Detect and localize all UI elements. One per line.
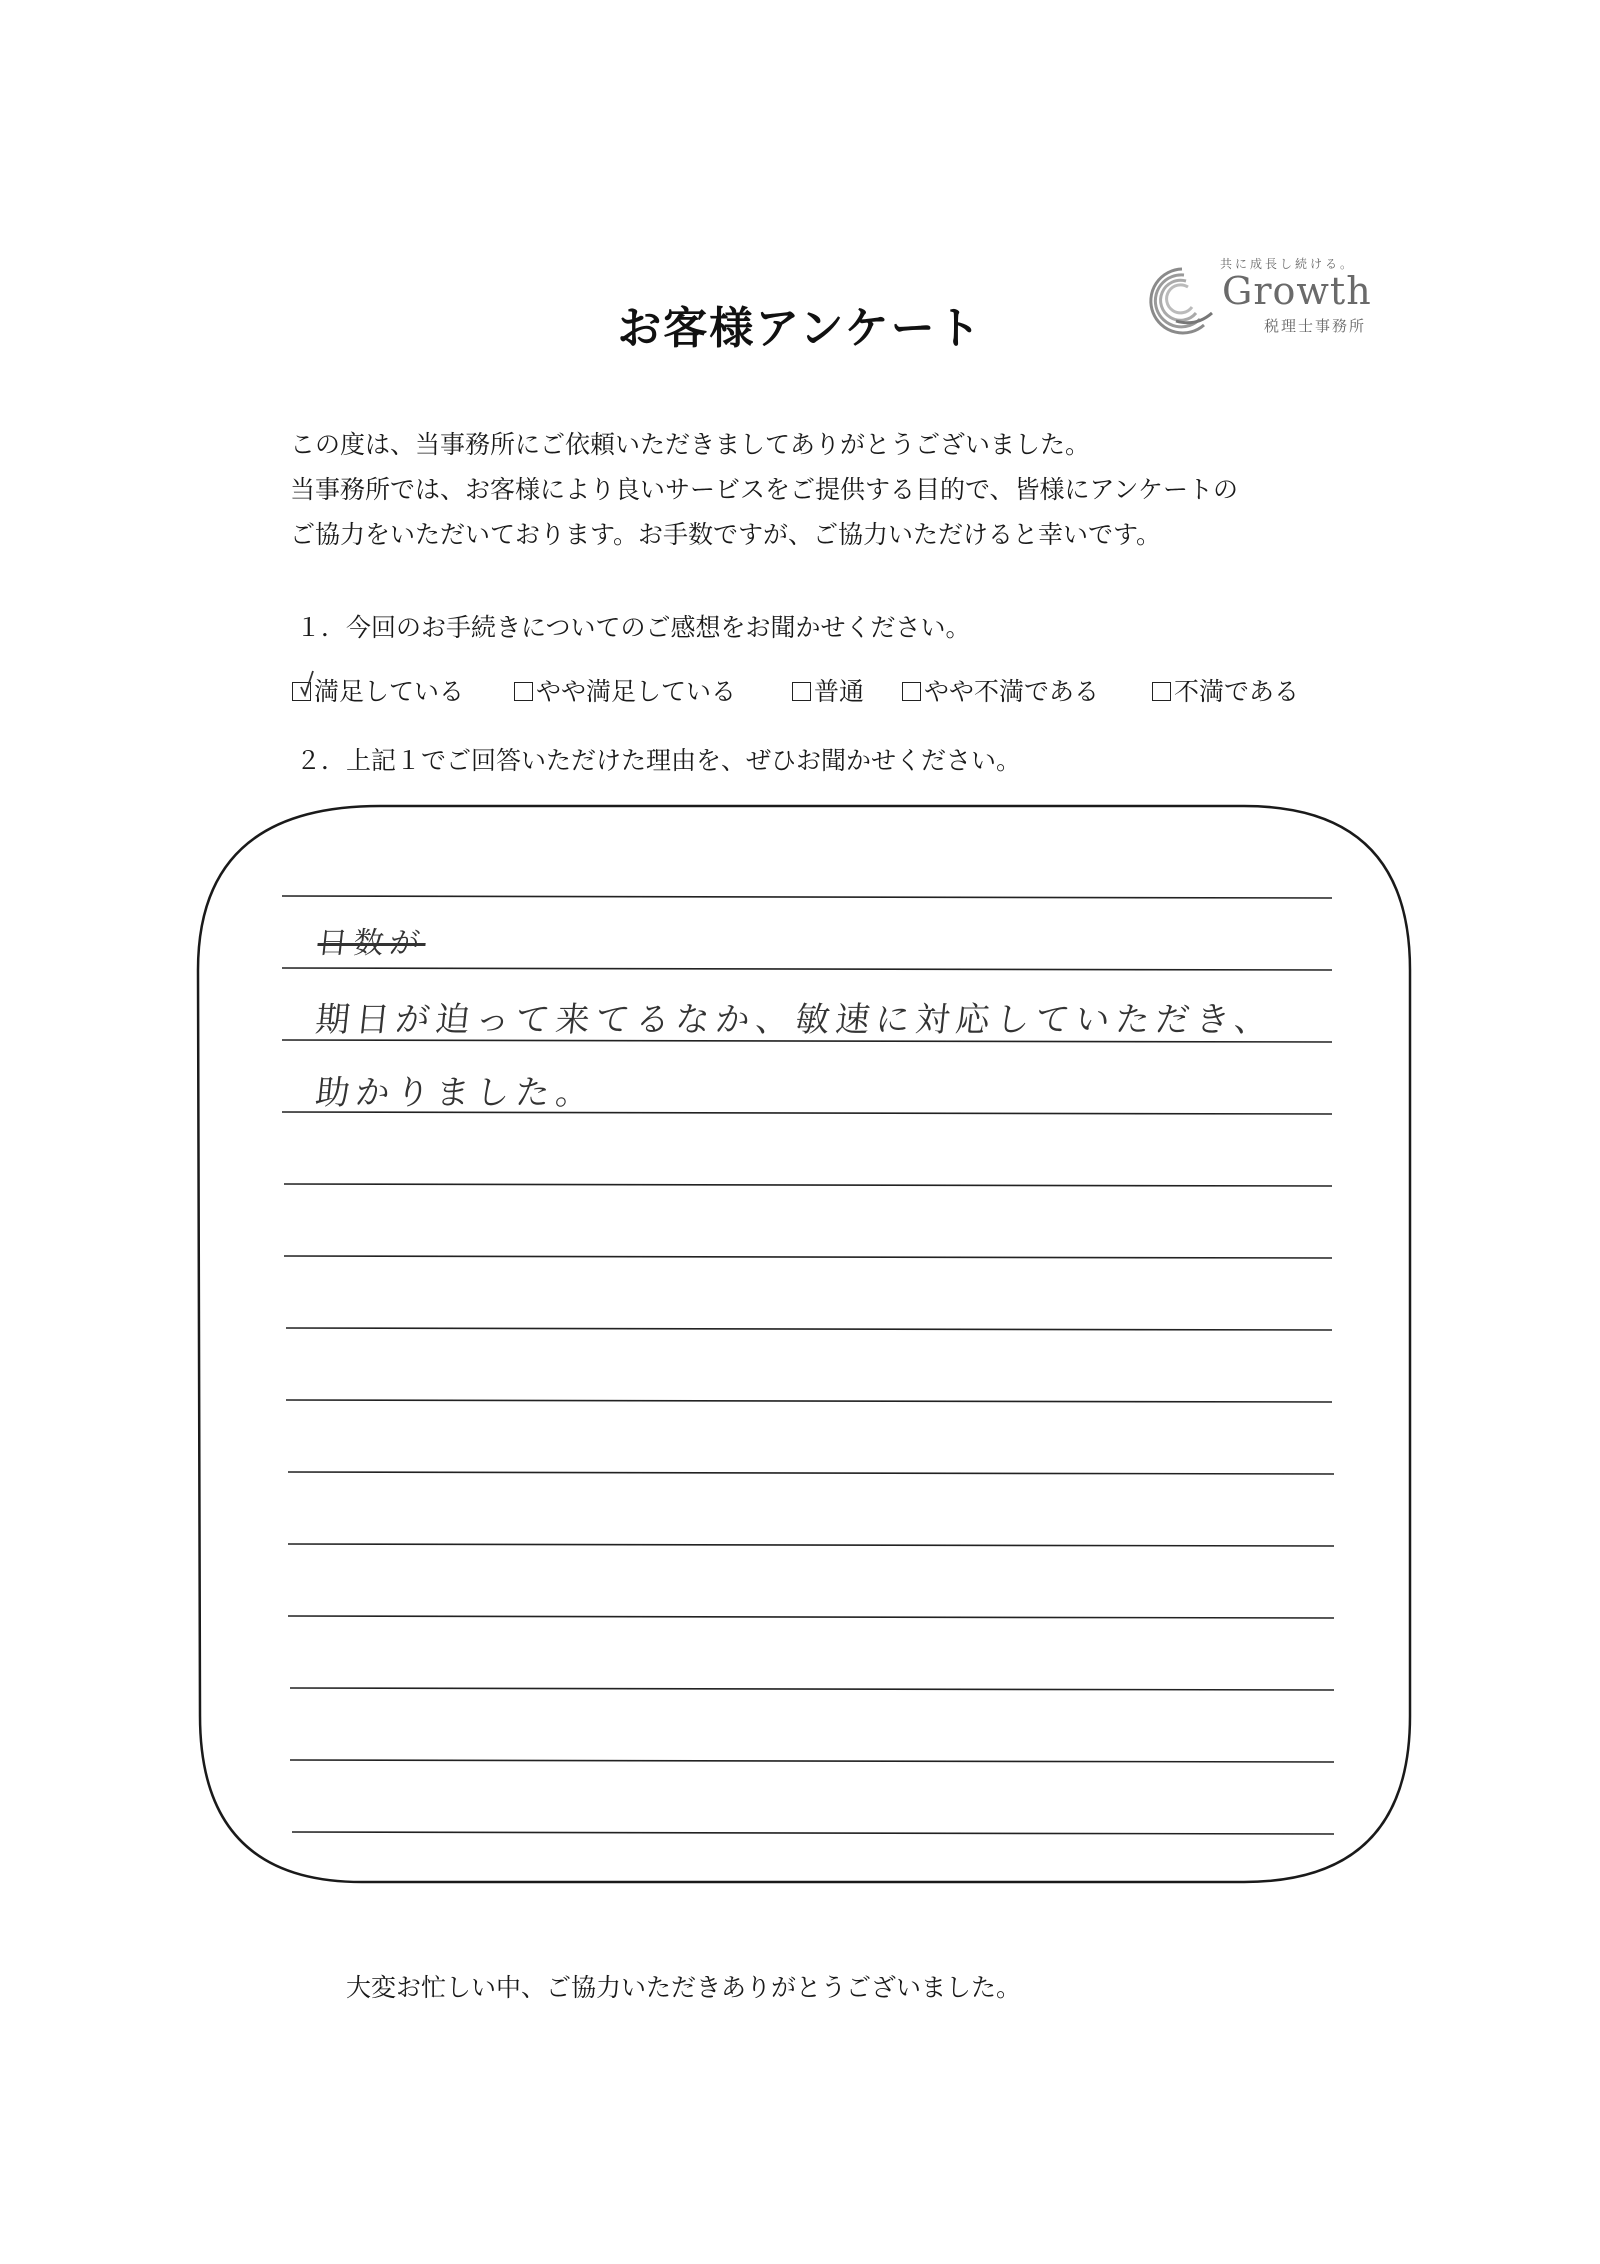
ruled-lines [282, 896, 1334, 1834]
logo-subtitle: 税理士事務所 [1264, 317, 1367, 335]
handwritten-line-2: 助かりました。 [313, 1073, 598, 1113]
option-label: 満足している [314, 677, 465, 706]
question-2: ２．上記１でご回答いただけた理由を、ぜひお聞かせください。 [296, 746, 1022, 775]
option-label: やや満足している [536, 677, 737, 706]
option-label: 不満である [1174, 677, 1300, 706]
footer-thanks: 大変お忙しい中、ご協力いただきありがとうございました。 [346, 1973, 1022, 2002]
question-1: １．今回のお手続きについてのご感想をお聞かせください。 [296, 613, 971, 642]
page-title: お客様アンケート [617, 303, 983, 354]
intro-line: 当事務所では、お客様により良いサービスをご提供する目的で、皆様にアンケートの [290, 475, 1239, 504]
option-label: 普通 [814, 677, 865, 706]
intro-line: この度は、当事務所にご依頼いただきましてありがとうございました。 [290, 430, 1091, 459]
logo-name: Growth [1222, 269, 1372, 313]
crossed-out-text: 日数が [315, 926, 428, 961]
intro-line: ご協力をいただいております。お手数ですが、ご協力いただけると幸いです。 [290, 520, 1162, 549]
handwritten-line-1: 期日が迫って来てるなか、敏速に対応していただき、 [313, 1000, 1277, 1040]
logo-tagline: 共に成長し続ける。 [1220, 257, 1356, 271]
option-label: やや不満である [924, 677, 1100, 706]
